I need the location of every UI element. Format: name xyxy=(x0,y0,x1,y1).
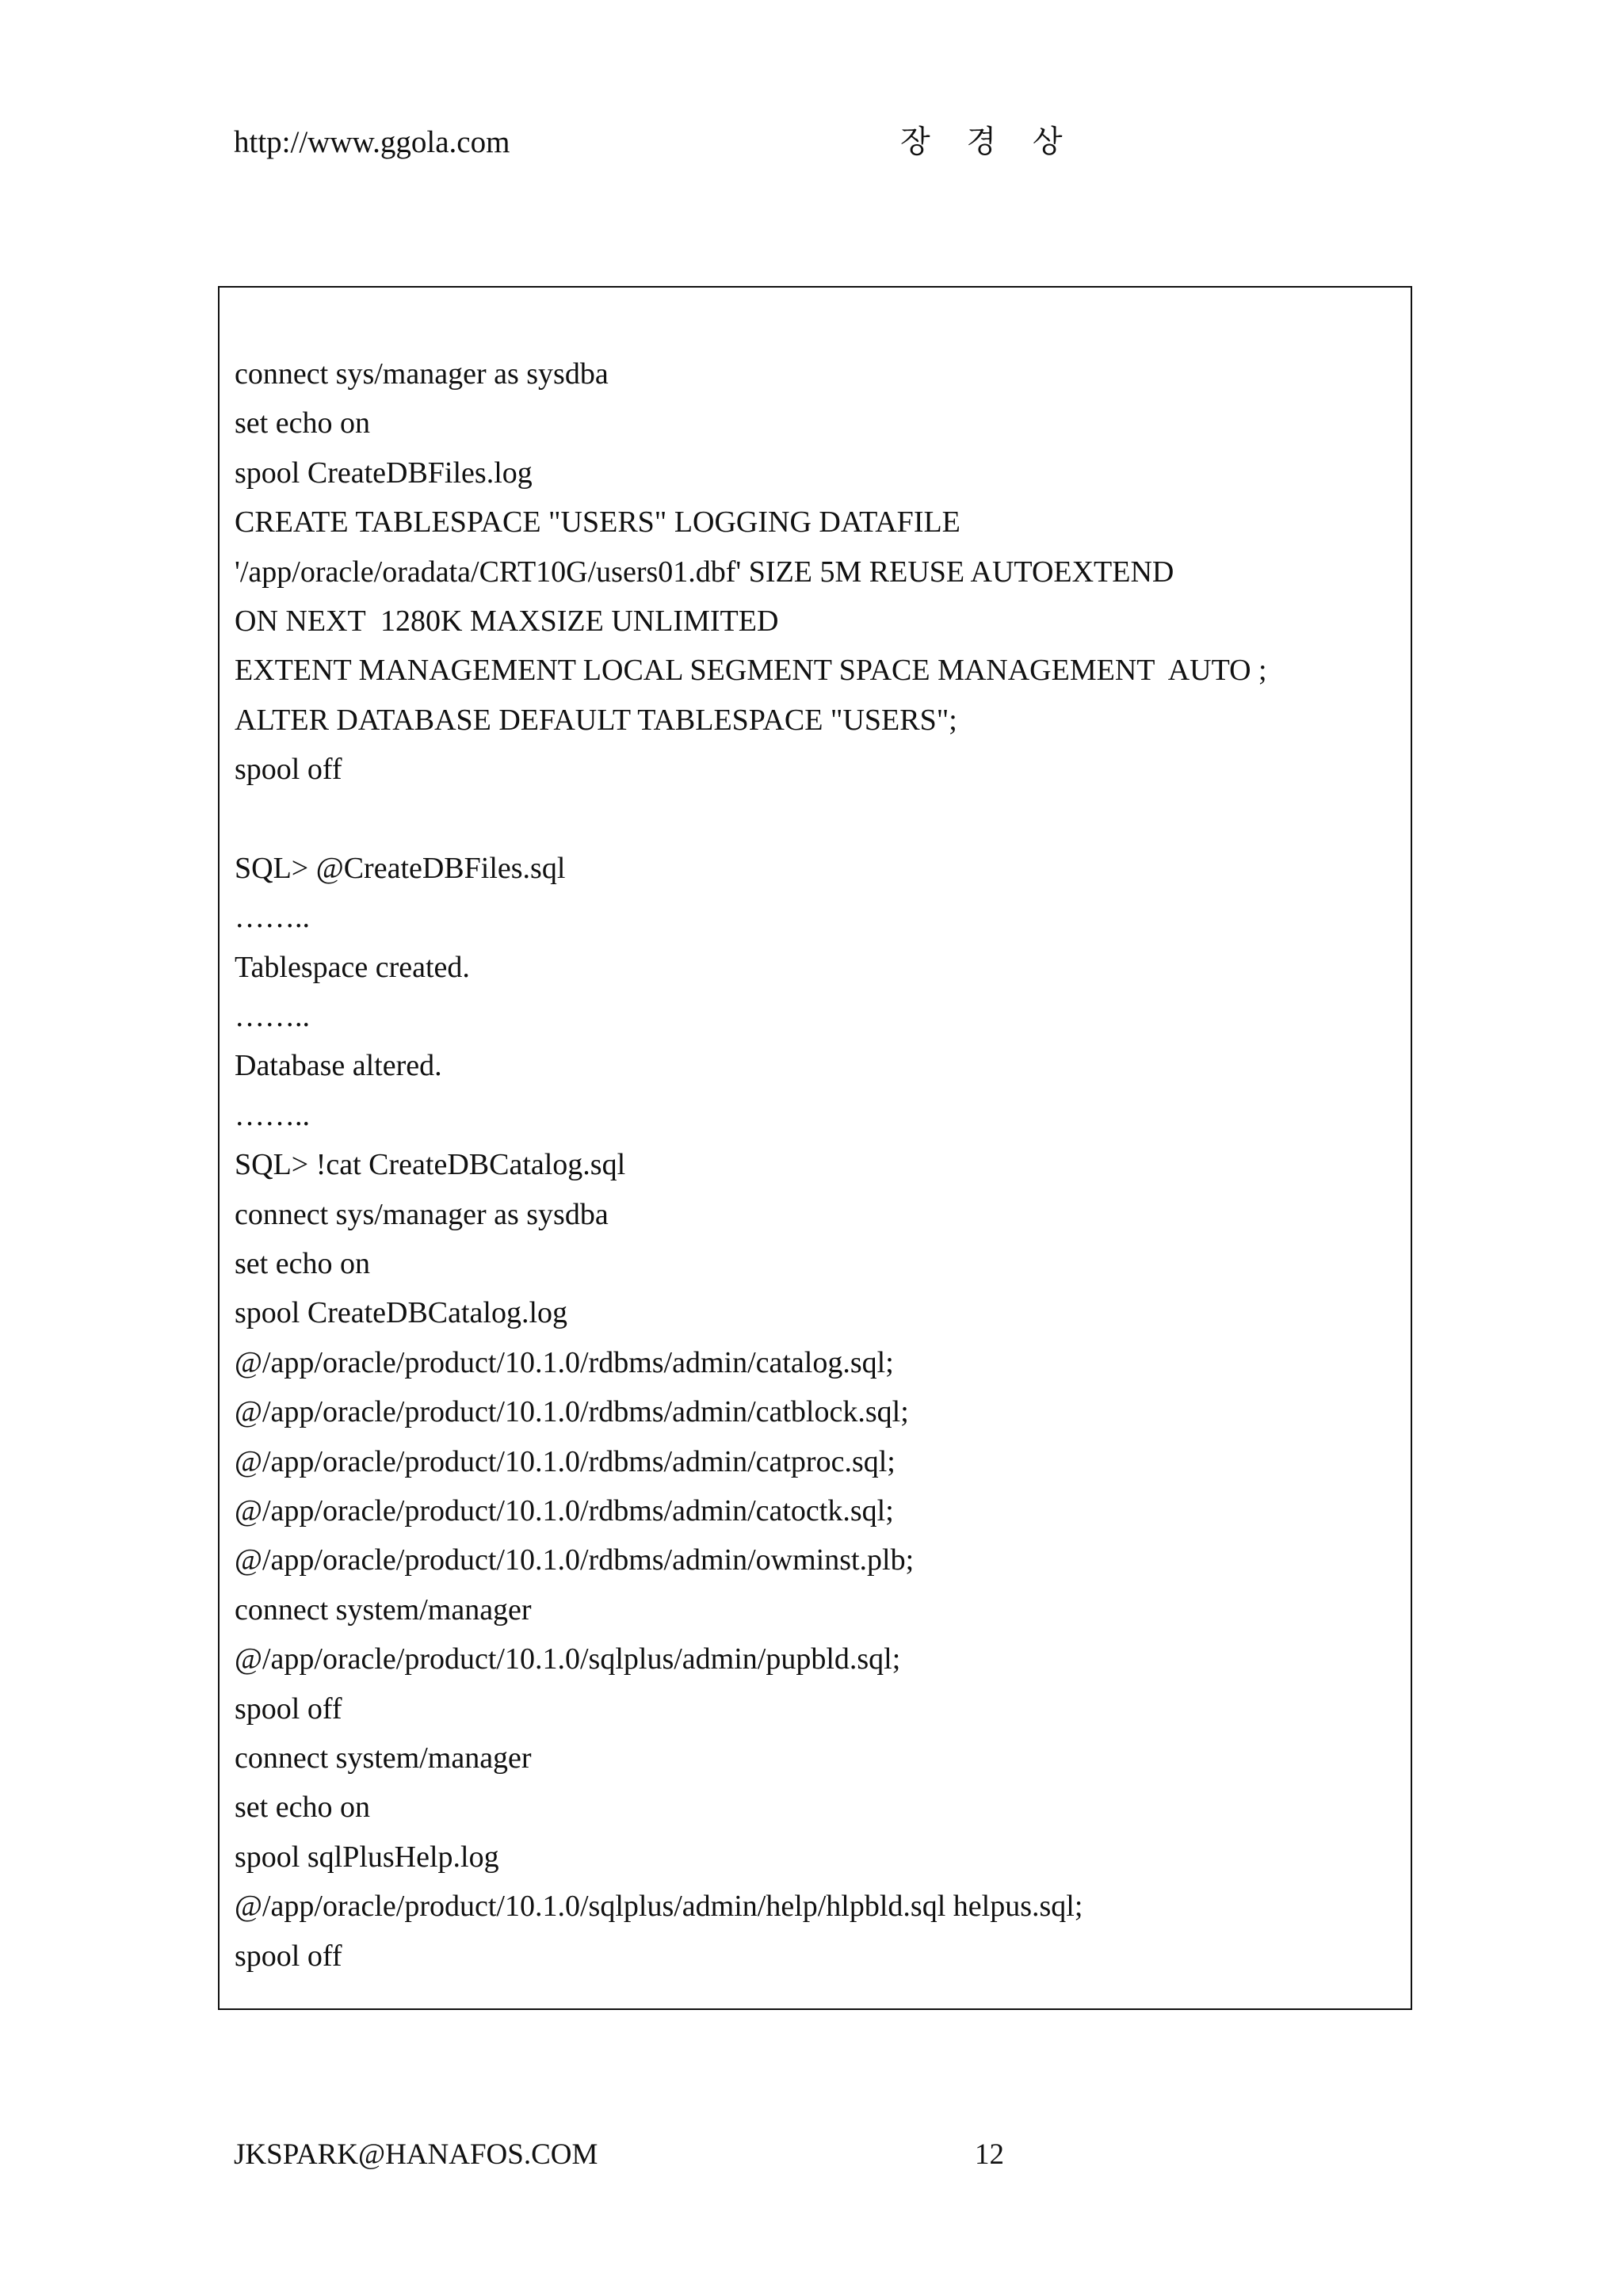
code-line: @/app/oracle/product/10.1.0/rdbms/admin/catalog.sql; xyxy=(235,1345,894,1379)
code-line: @/app/oracle/product/10.1.0/rdbms/admin/catproc.sql; xyxy=(235,1444,896,1478)
page-header xyxy=(0,119,1623,166)
code-listing-box xyxy=(218,286,1412,2010)
code-lines xyxy=(235,349,1267,1981)
code-line: spool off xyxy=(235,1939,342,1973)
code-line: connect sys/manager as sysdba xyxy=(235,357,609,391)
code-line: EXTENT MANAGEMENT LOCAL SEGMENT SPACE MANAGEMENT AUTO ; xyxy=(235,654,1267,688)
code-line: set echo on xyxy=(235,1791,370,1825)
footer-email: JKSPARK@HANAFOS.COM xyxy=(234,2138,598,2171)
code-line: Tablespace created. xyxy=(235,950,470,984)
page-footer xyxy=(0,2131,1623,2179)
code-line: spool CreateDBFiles.log xyxy=(235,456,533,490)
code-line: CREATE TABLESPACE "USERS" LOGGING DATAFILE xyxy=(235,505,960,540)
code-line: SQL> !cat CreateDBCatalog.sql xyxy=(235,1148,626,1182)
page-number: 12 xyxy=(975,2138,1004,2171)
code-line: …….. xyxy=(235,901,310,935)
header-url: http://www.ggola.com xyxy=(234,125,510,159)
code-line: spool CreateDBCatalog.log xyxy=(235,1296,568,1330)
code-line: Database altered. xyxy=(235,1049,442,1083)
code-line: @/app/oracle/product/10.1.0/rdbms/admin/catoctk.sql; xyxy=(235,1493,894,1527)
header-author: 장 경 상 xyxy=(900,125,1077,159)
code-line: …….. xyxy=(235,1000,310,1034)
code-line: connect system/manager xyxy=(235,1592,532,1627)
code-line: spool off xyxy=(235,1691,342,1726)
code-line: set echo on xyxy=(235,406,370,441)
code-line: @/app/oracle/product/10.1.0/rdbms/admin/owminst.plb; xyxy=(235,1543,915,1577)
code-line: @/app/oracle/product/10.1.0/rdbms/admin/catblock.sql; xyxy=(235,1395,909,1429)
code-line: ON NEXT 1280K MAXSIZE UNLIMITED xyxy=(235,604,779,638)
code-line: ALTER DATABASE DEFAULT TABLESPACE "USERS"; xyxy=(235,703,957,737)
code-line: @/app/oracle/product/10.1.0/sqlplus/admin/help/hlpbld.sql helpus.sql; xyxy=(235,1890,1083,1924)
code-line xyxy=(235,795,1267,844)
code-line: spool sqlPlusHelp.log xyxy=(235,1840,499,1874)
code-line: '/app/oracle/oradata/CRT10G/users01.dbf' SIZE 5M REUSE AUTOEXTEND xyxy=(235,555,1174,589)
code-line: connect system/manager xyxy=(235,1741,532,1775)
code-line: connect sys/manager as sysdba xyxy=(235,1197,609,1231)
code-line: SQL> @CreateDBFiles.sql xyxy=(235,851,566,885)
code-line: …….. xyxy=(235,1098,310,1132)
code-line: set echo on xyxy=(235,1247,370,1281)
code-line: spool off xyxy=(235,753,342,787)
code-line: @/app/oracle/product/10.1.0/sqlplus/admin/pupbld.sql; xyxy=(235,1642,901,1676)
